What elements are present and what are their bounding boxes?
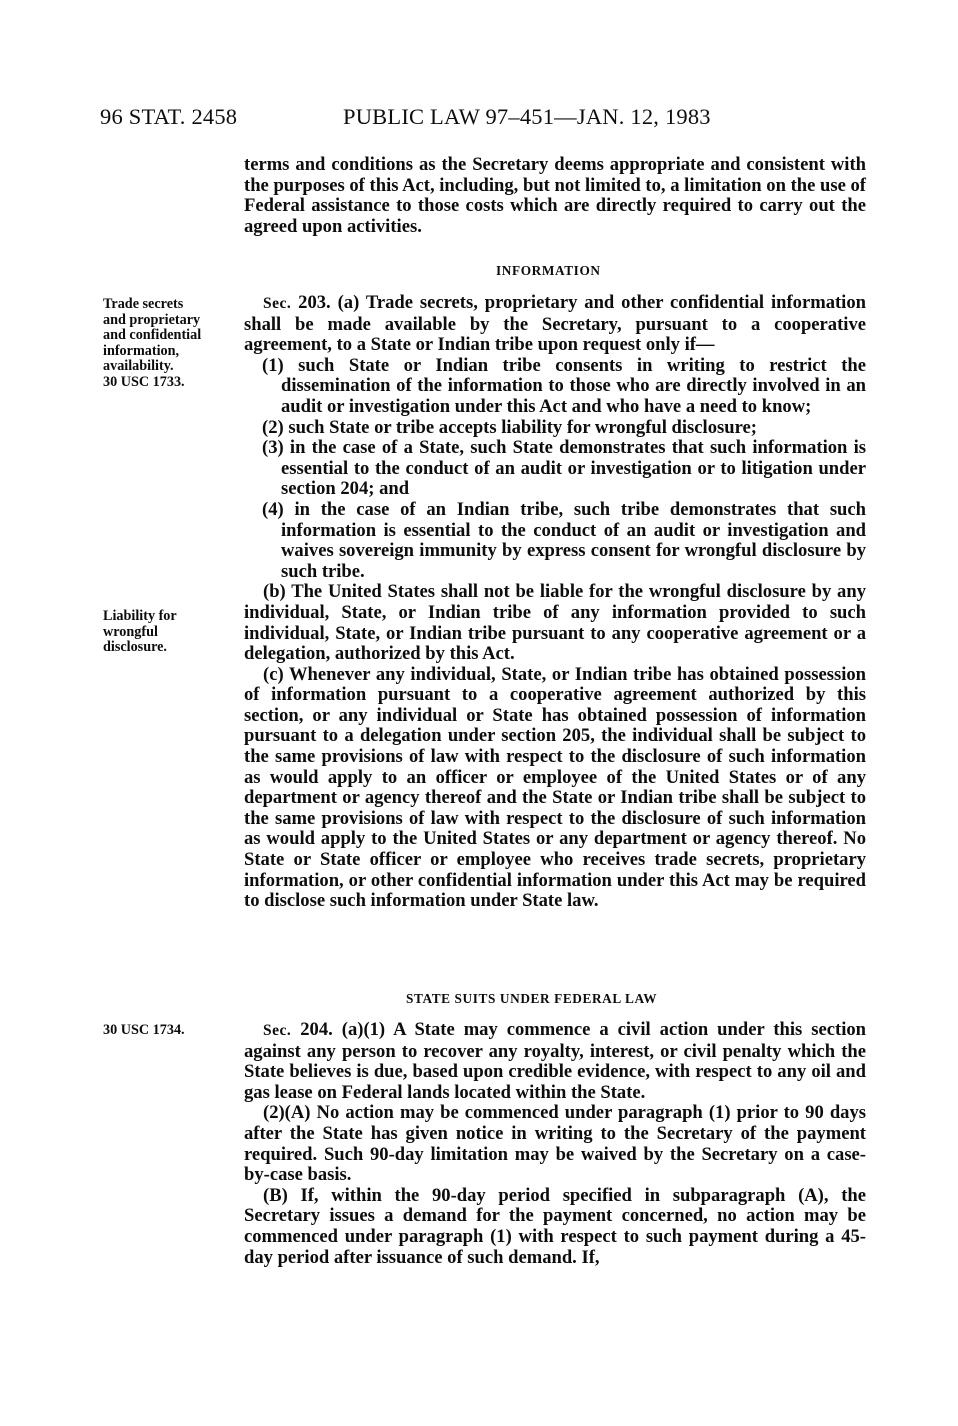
sec-203-a-1: (1) such State or Indian tribe consents in writing to restrict the dissemination of the information to those who are directly involved in an audit or investigation under this Act and who have a need to know; [262,354,866,417]
sec-203-a-2: (2) such State or tribe accepts liability for wrongful disclosure; [262,416,757,438]
sec-203-a-text: 203. (a) Trade secrets, proprietary and other confidential information shall be made available by the Secretary, pursuant to a cooperative agreement, to a State or Indian tribe upon request only if— [244,292,866,356]
heading-information: INFORMATION [496,263,601,278]
margin-note-line: 30 USC 1734. [103,1022,185,1038]
intro-paragraph: terms and conditions as the Secretary deems appropriate and consistent with the purposes of this Act, including, but not limited to, a limitation on the use of Federal assistance to those costs which are directly required to carry out the agreed upon activities. [244,154,866,237]
sec-203-a-3: (3) in the case of a State, such State demonstrates that such information is essential to the conduct of an audit or investigation or to litigation under section 204; and [262,437,866,500]
intro-paragraph-block [244,155,866,237]
sec-204-a-1-text: 204. (a)(1) A State may commence a civil action under this section against any person to recover any royalty, interest, or civil penalty which the State believes is due, based upon credible evidence, with respect to any oil and gas lease on Federal lands located within the State. [244,1019,866,1103]
margin-note-line: disclosure. [103,639,167,656]
sec-203-a [244,293,866,356]
margin-note-line: Trade secrets [103,296,184,312]
sec-203-a-4: (4) in the case of an Indian tribe, such tribe demonstrates that such information is essential to the conduct of an audit or investigation and waives sovereign immunity by express consent for wrongful disclosure by such tribe. [262,498,866,582]
page-header [100,101,870,133]
margin-note-line: 30 USC 1733. [103,373,185,390]
sec-204-a-2-B: (B) If, within the 90-day period specified in subparagraph (A), the Secretary issues a demand for the payment concerned, no action may be commenced under paragraph (1) with respect to such payment during a 45-day period after issuance of such demand. If, [244,1184,866,1268]
margin-note-line: Liability for [103,608,177,624]
margin-note-usc-1734 [103,1023,231,1039]
sec-204-a-2-A: (2)(A) No action may be commenced under paragraph (1) prior to 90 days after the State has given notice in writing to the Secretary of the payment required. Such 90-day limitation may be waived by the Secretary on a case-by-case basis. [244,1102,866,1186]
margin-note-line: and confidential [103,327,202,344]
margin-note-line: availability. [103,358,174,375]
margin-note-line: and proprietary [103,311,201,328]
sec-203-label: Sec. [263,295,292,312]
sec-204-label: Sec. [263,1022,292,1039]
statute-page-number: 96 STAT. 2458 [100,104,238,129]
public-law-citation: PUBLIC LAW 97–451—JAN. 12, 1983 [343,104,711,129]
heading-state-suits: STATE SUITS UNDER FEDERAL LAW [406,991,658,1006]
sec-203-c: (c) Whenever any individual, State, or Indian tribe has obtained possession of information pursuant to a cooperative agreement authorized by this section, or any individual or State has obtained possession of information pursuant to a delegation under section 205, the individual shall be subject to the same provisions of law with respect to the disclosure of such information as would apply to an officer or employee of the United States or of any department or agency thereof and the State or Indian tribe shall be subject to the same provisions of law with respect to the disclosure of such information as would apply to the United States or any department or agency thereof. No State or State officer or employee who receives trade secrets, proprietary information, or other confidential information under this Act may be required to disclose such information under State law. [244,663,866,912]
margin-note-line: wrongful [103,623,158,640]
margin-note-line: information, [103,342,180,359]
section-203 [244,293,866,912]
sec-204-a-1 [244,1020,866,1103]
margin-note-trade-secrets [103,297,231,391]
margin-note-liability [103,609,231,656]
sec-203-b: (b) The United States shall not be liable for the wrongful disclosure by any individual, State, or Indian tribe of any information provided to such individual, State, or Indian tribe pursuant to any cooperative agreement or a delegation, authorized by this Act. [244,581,866,665]
section-204 [244,1020,866,1268]
